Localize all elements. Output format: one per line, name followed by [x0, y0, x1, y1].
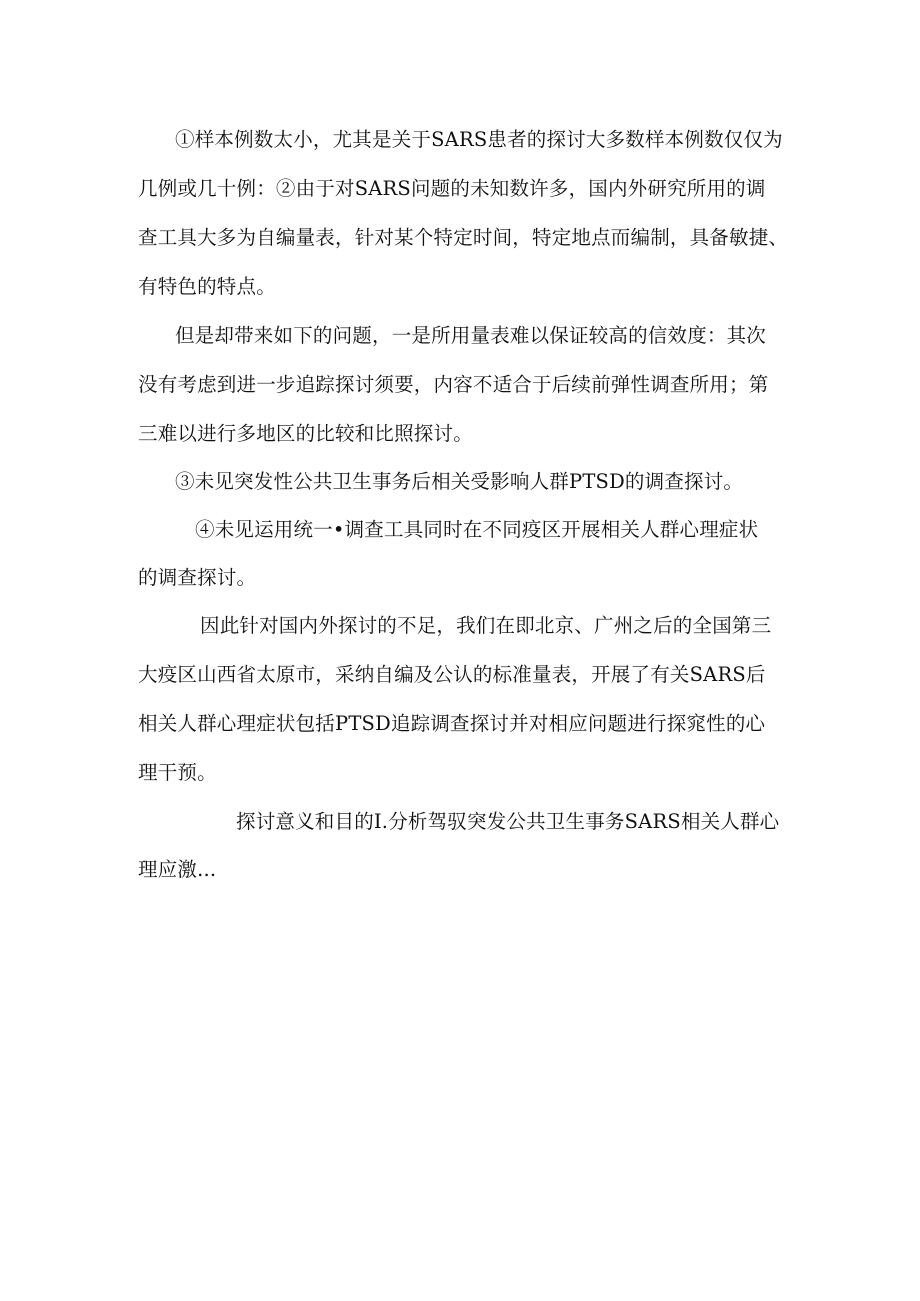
paragraph-5-line-1: 因此针对国内外探讨的不足，我们在即北京、广州之后的全国第三 [200, 614, 772, 637]
paragraph-5-line-4: 理干预。 [138, 761, 217, 784]
paragraph-5-line-3: 相关人群心理症状包括PTSD追踪调查探讨并对相应问题进行探窕性的心 [138, 712, 766, 735]
paragraph-5-line-2: 大疫区山西省太原市，采纳自编及公认的标准量表，开展了有关SARS后 [138, 663, 766, 686]
paragraph-2-line-3: 三难以进行多地区的比较和比照探讨。 [138, 422, 473, 445]
paragraph-6-line-1: 探讨意义和目的I.分析驾驭突发公共卫生事务SARS相关人群心 [236, 810, 780, 833]
paragraph-2-line-1: 但是却带来如下的问题，一是所用量表难以保证较高的信效度：其次 [175, 324, 767, 347]
paragraph-3-line-1: ③未见突发性公共卫生事务后相关受影响人群PTSD的调查探讨。 [175, 470, 744, 493]
paragraph-4-line-2: 的调查探讨。 [138, 566, 257, 589]
paragraph-6-line-2: 理应激... [138, 858, 217, 881]
paragraph-1-line-1: ①样本例数太小，尤其是关于SARS患者的探讨大多数样本例数仅仅为 [175, 128, 783, 151]
paragraph-2-line-2: 没有考虑到进一步追踪探讨须要，内容不适合于后续前弹性调查所用；第 [138, 373, 769, 396]
paragraph-1-line-3: 查工具大多为自编量表，针对某个特定时间，特定地点而编制，具备敏捷、 [138, 226, 789, 249]
paragraph-4-line-1: ④未见运用统一•调查工具同时在不同疫区开展相关人群心理症状 [195, 518, 759, 541]
paragraph-1-line-4: 有特色的特点。 [138, 275, 276, 298]
paragraph-1-line-2: 几例或几十例：②由于对SARS问题的未知数许多，国内外研究所用的调 [138, 177, 766, 200]
